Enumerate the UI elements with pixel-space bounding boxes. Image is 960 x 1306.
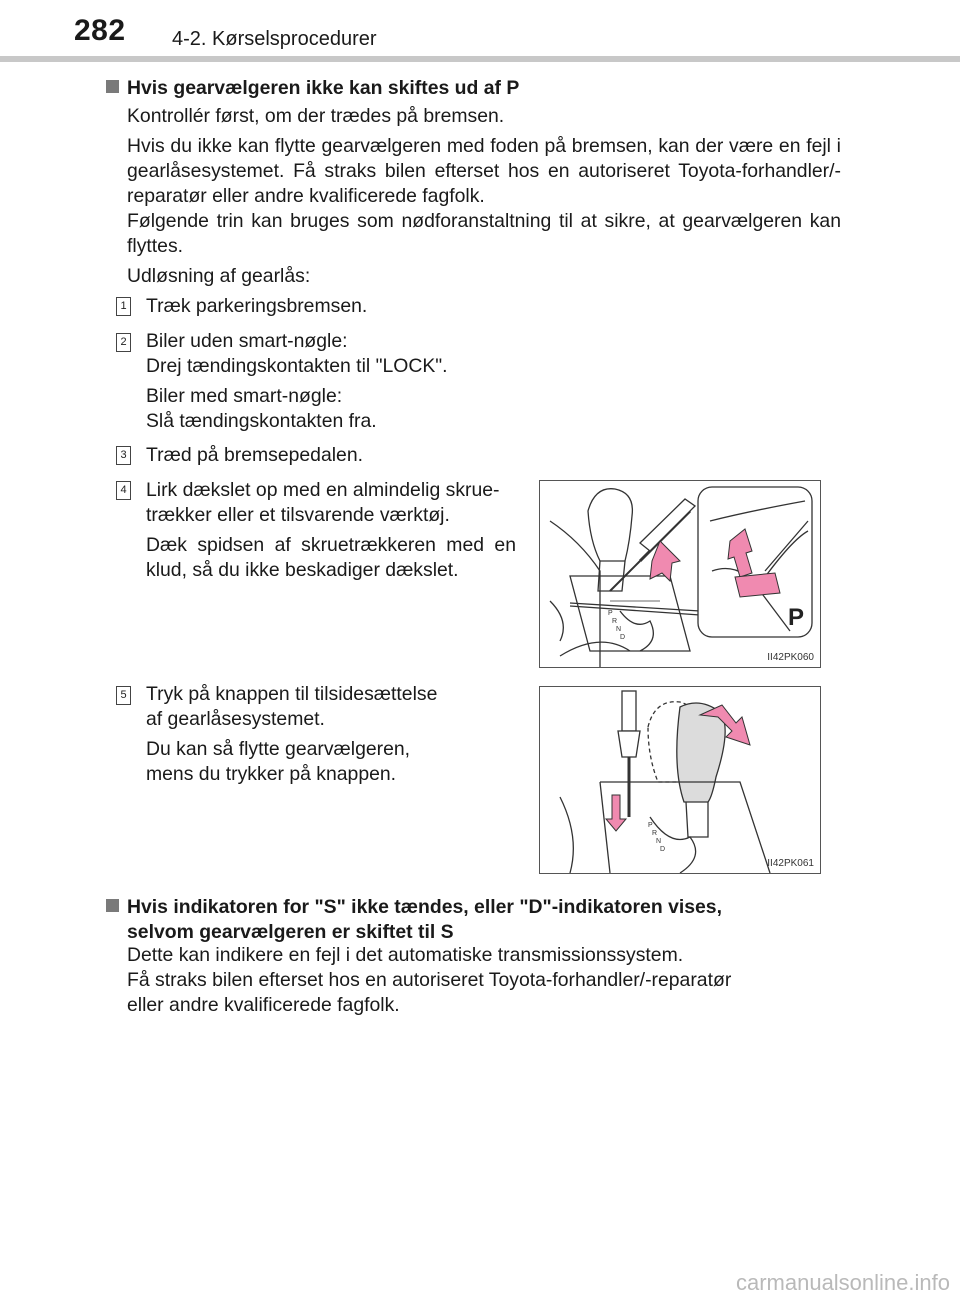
page-header <box>0 0 960 62</box>
block1-p3: Udløsning af gearlås: <box>127 265 311 287</box>
step4-line1: Lirk dækslet op med en almindelig skrue- <box>146 479 500 501</box>
svg-text:D: D <box>660 846 666 853</box>
step-number-1: 1 <box>116 297 131 316</box>
block2-line3: eller andre kvalificerede fagfolk. <box>127 994 400 1016</box>
figure2-code: II42PK061 <box>767 858 814 869</box>
step5-line4: mens du trykker på knappen. <box>146 763 397 785</box>
step-number-4: 4 <box>116 481 131 500</box>
block2-line1: Dette kan indikere en fejl i det automatiske transmissionssystem. <box>127 944 684 966</box>
step-number-2: 2 <box>116 333 131 352</box>
svg-text:P: P <box>608 610 613 617</box>
step5-line3: Du kan så flytte gearvælgeren, <box>146 738 411 760</box>
section-title: 4-2. Kørselsprocedurer <box>172 28 377 50</box>
figure-gear-cover <box>539 480 821 668</box>
block1-heading <box>106 76 519 101</box>
step2-line4: Slå tændingskontakten fra. <box>146 410 377 432</box>
step2-line1: Biler uden smart-nøgle: <box>146 330 348 352</box>
block2-title-line1: Hvis indikatoren for "S" ikke tændes, eller "D"-indikatoren vises, <box>127 896 722 918</box>
step5-line2: af gearlåsesystemet. <box>146 708 325 730</box>
step1-text: Træk parkeringsbremsen. <box>146 295 368 317</box>
square-bullet-icon <box>106 80 119 93</box>
figure-shift-lock-release <box>539 686 821 874</box>
header-rule <box>0 56 960 62</box>
step2-line3: Biler med smart-nøgle: <box>146 385 343 407</box>
step3-text: Træd på bremsepedalen. <box>146 444 364 466</box>
svg-text:N: N <box>656 838 662 845</box>
gear-cover-illustration <box>540 481 820 667</box>
block1-p1: Kontrollér først, om der trædes på bremsen. <box>127 105 505 127</box>
svg-text:R: R <box>652 830 658 837</box>
svg-text:R: R <box>612 618 618 625</box>
step5-line1: Tryk på knappen til tilsidesættelse <box>146 683 438 705</box>
step4-line2: trækker eller et tilsvarende værktøj. <box>146 504 450 526</box>
svg-text:N: N <box>616 626 622 633</box>
page-number: 282 <box>74 14 126 47</box>
step2-line2: Drej tændingskontakten til "LOCK". <box>146 355 448 377</box>
block2-line2: Få straks bilen efterset hos en autoriseret Toyota-forhandler/-reparatør <box>127 969 732 991</box>
block2-title-line2: selvom gearvælgeren er skiftet til S <box>127 921 454 943</box>
step-number-3: 3 <box>116 446 131 465</box>
step-number-5: 5 <box>116 686 131 705</box>
block2-heading <box>106 895 722 920</box>
park-label: P <box>788 604 805 631</box>
block1-title: Hvis gearvælgeren ikke kan skiftes ud af P <box>127 77 520 99</box>
block1-p2b: Følgende trin kan bruges som nødforanstaltning til at sikre, at gearvælgeren kan flyttes. <box>127 210 841 257</box>
figure1-code: II42PK060 <box>767 652 814 663</box>
svg-text:P: P <box>648 822 653 829</box>
step4-para-b: Dæk spidsen af skruetrækkeren med en klud, så du ikke beskadiger dækslet. <box>146 534 516 581</box>
watermark: carmanualsonline.info <box>735 1270 950 1295</box>
svg-text:D: D <box>620 634 626 641</box>
block1-p2a: Hvis du ikke kan flytte gearvælgeren med foden på bremsen, kan der være en fejl i gearlåsesystemet. Få straks bilen efterset hos en autoriseret Toyota-forhandler/-reparatør eller andre kvalificerede fagfolk. <box>127 135 841 207</box>
square-bullet-icon <box>106 899 119 912</box>
shift-lock-illustration <box>540 687 820 873</box>
